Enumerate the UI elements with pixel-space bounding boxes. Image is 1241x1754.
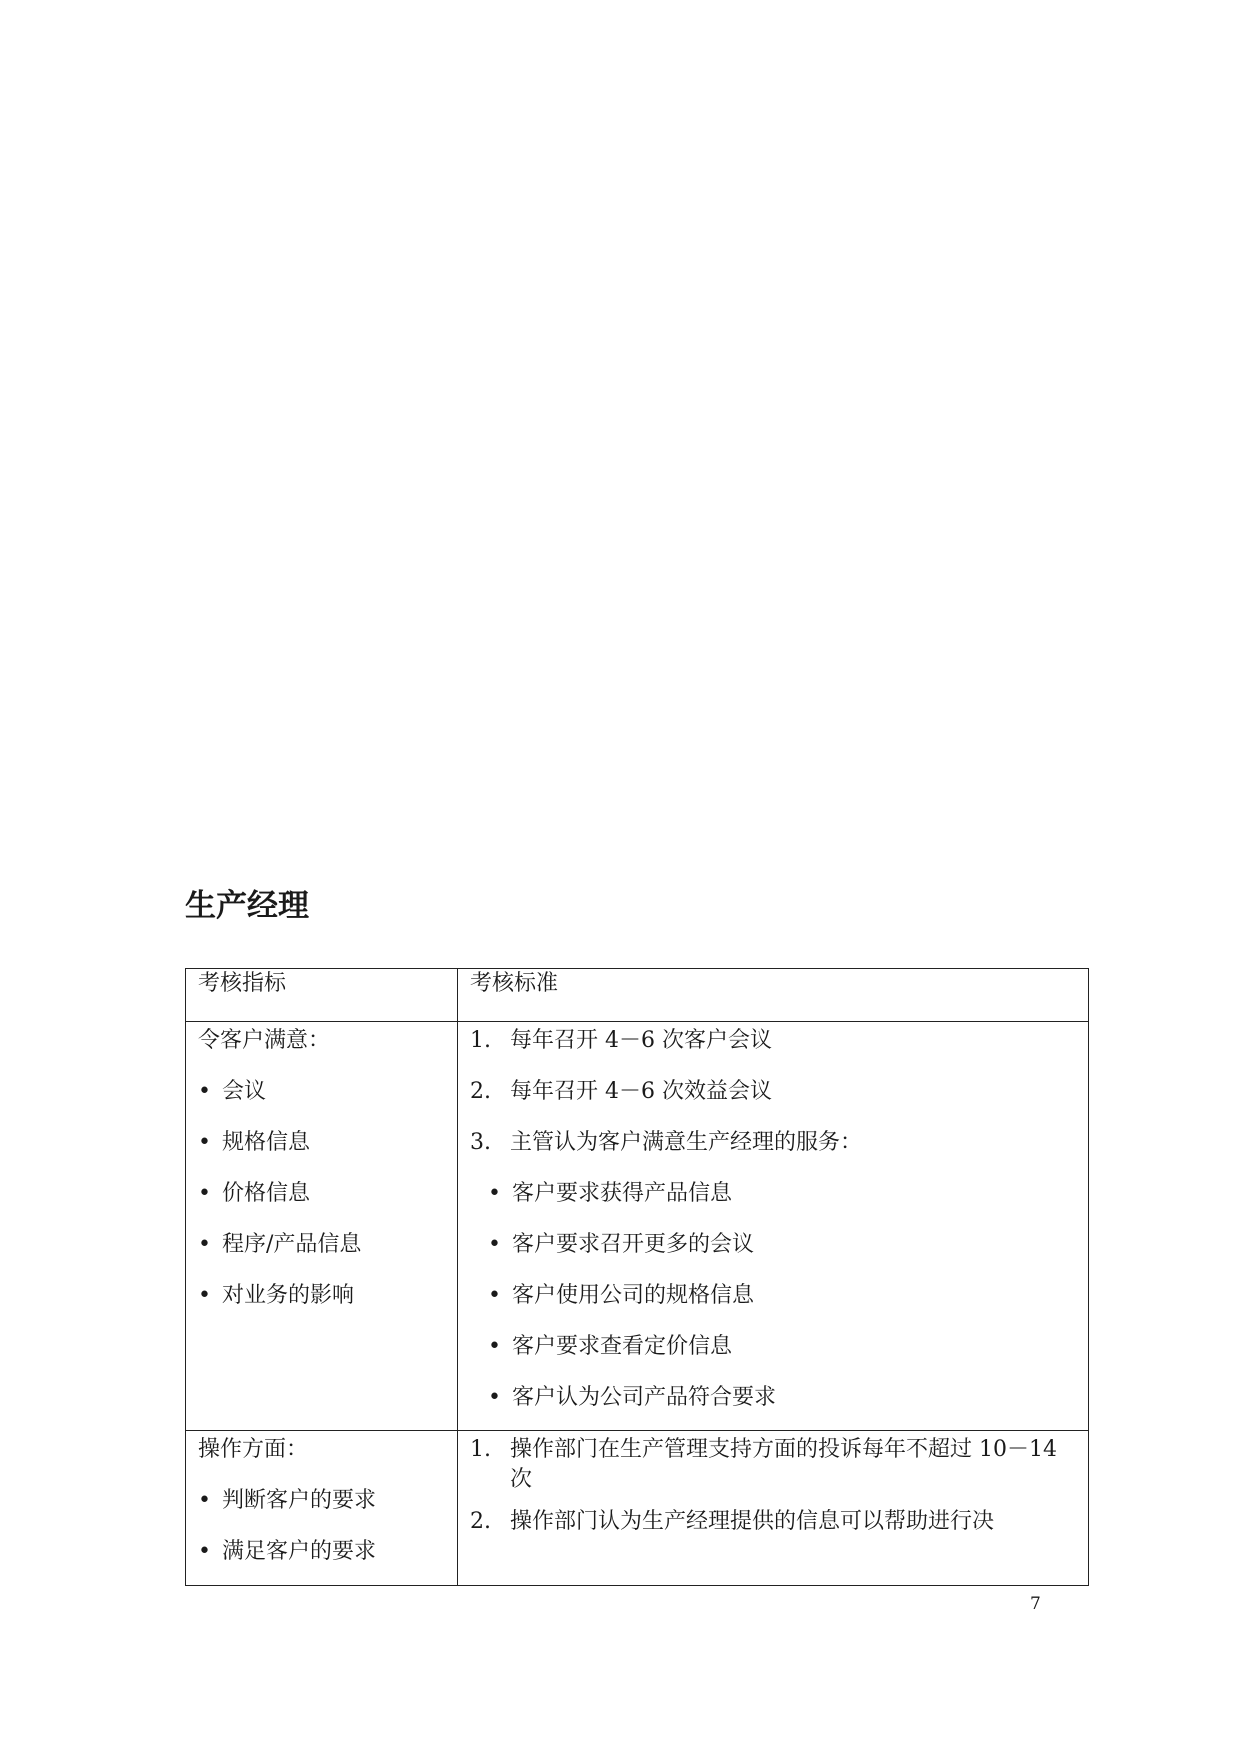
column-header-standard: 考核标准 (458, 969, 1089, 1022)
list-item: • 客户使用公司的规格信息 (470, 1281, 1080, 1311)
indicator-title: 操作方面： (198, 1437, 309, 1462)
page-title: 生产经理 (185, 888, 309, 924)
standard-cell (458, 1431, 1089, 1586)
numbered-item: 2. 每年召开 4－6 次效益会议 (470, 1079, 772, 1104)
bullet-icon: • (198, 1181, 211, 1206)
indicator-title: 令客户满意： (198, 1028, 331, 1053)
bullet-icon: • (198, 1079, 211, 1104)
standard-cell (458, 1022, 1089, 1431)
bullet-icon: • (488, 1232, 501, 1257)
list-item: • 判断客户的要求 (198, 1486, 449, 1516)
numbered-item: 1. 每年召开 4－6 次客户会议 (470, 1028, 772, 1053)
bullet-icon: • (198, 1488, 211, 1513)
indicator-cell (186, 1431, 458, 1586)
bullet-icon: • (198, 1130, 211, 1155)
bullet-icon: • (198, 1232, 211, 1257)
bullet-icon: • (488, 1283, 501, 1308)
page-number: 7 (1030, 1594, 1041, 1614)
list-item: • 客户认为公司产品符合要求 (470, 1383, 1080, 1413)
table-row (186, 1022, 1089, 1431)
bullet-icon: • (488, 1385, 501, 1410)
indicator-cell (186, 1022, 458, 1431)
list-item: • 满足客户的要求 (198, 1537, 449, 1567)
bullet-icon: • (488, 1334, 501, 1359)
bullet-icon: • (198, 1283, 211, 1308)
list-item: • 价格信息 (198, 1179, 449, 1209)
bullet-icon: • (488, 1181, 501, 1206)
table-row (186, 1431, 1089, 1586)
list-item: • 程序/产品信息 (198, 1230, 449, 1260)
numbered-item: 3. 主管认为客户满意生产经理的服务： (470, 1130, 863, 1155)
list-item: • 客户要求获得产品信息 (470, 1179, 1080, 1209)
numbered-item: 1. 操作部门在生产管理支持方面的投诉每年不超过 10－14 次 (470, 1437, 1057, 1492)
column-header-indicator: 考核指标 (186, 969, 458, 1022)
list-item: • 会议 (198, 1077, 449, 1107)
list-item: • 客户要求召开更多的会议 (470, 1230, 1080, 1260)
list-item: • 对业务的影响 (198, 1281, 449, 1311)
list-item: • 规格信息 (198, 1128, 449, 1158)
numbered-item: 2. 操作部门认为生产经理提供的信息可以帮助进行决 (470, 1509, 995, 1534)
bullet-icon: • (198, 1539, 211, 1564)
kpi-table (185, 968, 1089, 1586)
table-header-row (186, 969, 1089, 1022)
list-item: • 客户要求查看定价信息 (470, 1332, 1080, 1362)
